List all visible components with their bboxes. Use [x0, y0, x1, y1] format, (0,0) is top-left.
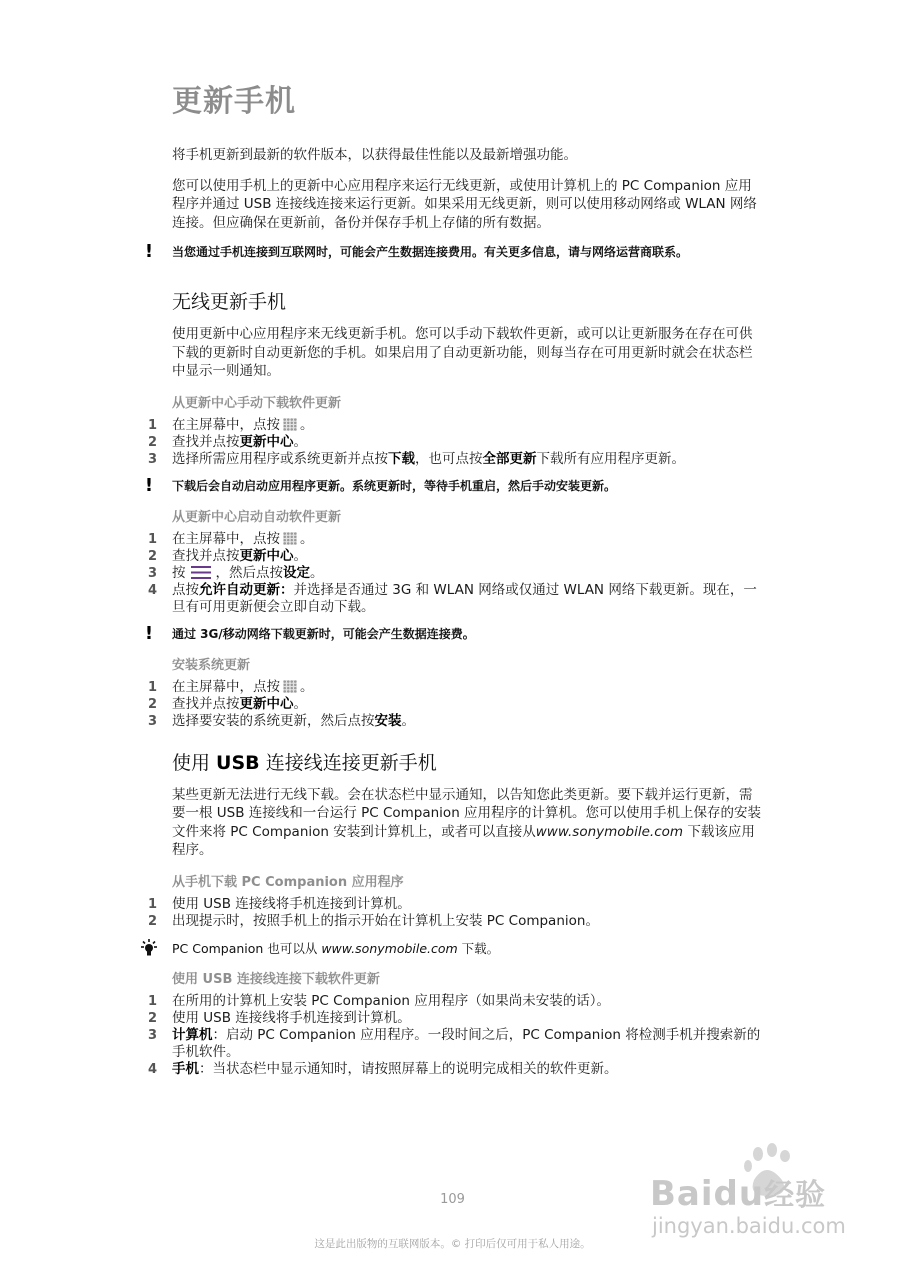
- step-number: 1: [148, 417, 158, 433]
- step-number: 1: [148, 993, 158, 1009]
- watermark-text: Baidu经验: [650, 1174, 827, 1214]
- step-item: 1 在所用的计算机上安装 PC Companion 应用程序（如果尚未安装的话）。: [148, 992, 610, 1009]
- auto-update-steps: [148, 530, 762, 616]
- step-item: 2 出现提示时，按照手机上的指示开始在计算机上安装 PC Companion。: [148, 912, 599, 929]
- note-text: 下载后会自动启动应用程序更新。系统更新时，等待手机重启，然后手动安装更新。: [172, 478, 617, 493]
- intro-paragraph: 将手机更新到最新的软件版本，以获得最佳性能以及最新增强功能。: [172, 147, 577, 163]
- footer-notice: 这是此出版物的互联网版本。© 打印后仅可用于私人用途。: [314, 1238, 591, 1250]
- step-item: 1 在主屏幕中，点按 。: [148, 530, 314, 547]
- step-item: 3 计算机：启动 PC Companion 应用程序。一段时间之后，PC Companion 将检测手机并搜索新的手机软件。: [148, 1026, 761, 1060]
- step-number: 2: [148, 1010, 158, 1026]
- warning-note-3g-charges: [144, 622, 762, 644]
- app-grid-icon: [283, 532, 297, 545]
- step-item: 2 查找并点按更新中心。: [148, 695, 307, 712]
- exclamation-icon: !: [144, 474, 154, 496]
- exclamation-icon: !: [144, 241, 154, 262]
- subheading-download-pc-companion: 从手机下载 PC Companion 应用程序: [172, 874, 404, 890]
- step-number: 3: [148, 713, 158, 729]
- step-number: 4: [148, 582, 158, 598]
- install-update-steps: [148, 678, 762, 730]
- sonymobile-link[interactable]: www.sonymobile.com: [535, 823, 684, 840]
- download-pc-companion-steps: [148, 895, 762, 930]
- step-item: 3 选择所需应用程序或系统更新并点按下载，也可点按全部更新下载所有应用程序更新。: [148, 450, 685, 467]
- app-grid-icon: [283, 680, 297, 693]
- step-number: 2: [148, 696, 158, 712]
- intro-paragraph-2: 您可以使用手机上的更新中心应用程序来运行无线更新，或使用计算机上的 PC Companion 应用程序并通过 USB 连接线连接来运行更新。如果采用无线更新，则可以使用移动网络或 WLAN 网络连接。但应确保在更新前，备份并保存手机上存储的所有数据。: [172, 177, 757, 231]
- step-number: 1: [148, 679, 158, 695]
- usb-download-steps: [148, 992, 762, 1078]
- step-number: 1: [148, 896, 158, 912]
- subheading-manual-download: 从更新中心手动下载软件更新: [172, 395, 342, 411]
- menu-icon: [191, 566, 211, 579]
- step-item: 2 查找并点按更新中心。: [148, 433, 307, 450]
- lightbulb-icon: [139, 938, 159, 958]
- step-item: 1 在主屏幕中，点按 。: [148, 678, 314, 695]
- section-heading-usb: 使用 USB 连接线连接更新手机: [172, 751, 437, 774]
- section-heading-wireless: 无线更新手机: [172, 291, 287, 313]
- step-item: 4 点按允许自动更新：并选择是否通过 3G 和 WLAN 网络或仅通过 WLAN 网络下载更新。现在，一旦有可用更新便会立即自动下载。: [148, 581, 757, 615]
- page-title: 更新手机: [172, 84, 296, 119]
- tip-note: PC Companion 也可以从 www.sonymobile.com 下载。: [172, 940, 762, 957]
- subheading-install-update: 安装系统更新: [172, 657, 251, 673]
- warning-note-auto-restart: [144, 474, 762, 496]
- sonymobile-link[interactable]: www.sonymobile.com: [321, 940, 458, 956]
- step-number: 3: [148, 1027, 158, 1043]
- step-item: 4 手机：当状态栏中显示通知时，请按照屏幕上的说明完成相关的软件更新。: [148, 1060, 618, 1077]
- step-item: 2 查找并点按更新中心。: [148, 547, 307, 564]
- app-grid-icon: [283, 418, 297, 431]
- step-number: 4: [148, 1061, 158, 1077]
- warning-note-data-charges: [144, 241, 762, 262]
- step-item: 3 选择要安装的系统更新，然后点按安装。: [148, 712, 415, 729]
- step-number: 3: [148, 565, 158, 581]
- exclamation-icon: !: [144, 622, 154, 644]
- manual-download-steps: [148, 416, 762, 468]
- step-item: 1 使用 USB 连接线将手机连接到计算机。: [148, 895, 411, 912]
- subheading-usb-download: 使用 USB 连接线连接下载软件更新: [172, 971, 380, 987]
- wireless-paragraph: 使用更新中心应用程序来无线更新手机。您可以手动下载软件更新，或可以让更新服务在存在可供下载的更新时自动更新您的手机。如果启用了自动更新功能，则每当存在可用更新时就会在状态栏中显示一则通知。: [172, 326, 753, 379]
- usb-paragraph: 某些更新无法进行无线下载。会在状态栏中显示通知，以告知您此类更新。要下载并运行更新，需要一根 USB 连接线和一台运行 PC Companion 应用程序的计算机。您可以使用手机上保存的安装文件来将 PC Companion 安装到计算机上，或者可以直接从www.sonymobile.com 下载该应用程序。: [172, 786, 762, 858]
- step-number: 1: [148, 531, 158, 547]
- subheading-auto-update: 从更新中心启动自动软件更新: [172, 509, 342, 525]
- step-item: 2 使用 USB 连接线将手机连接到计算机。: [148, 1009, 411, 1026]
- step-number: 3: [148, 451, 158, 467]
- step-number: 2: [148, 548, 158, 564]
- step-item: 1 在主屏幕中，点按 。: [148, 416, 314, 433]
- note-text: 当您通过手机连接到互联网时，可能会产生数据连接费用。有关更多信息，请与网络运营商联系。: [172, 245, 689, 259]
- baidu-watermark: [650, 1140, 870, 1250]
- page-number: 109: [440, 1192, 465, 1207]
- step-number: 2: [148, 434, 158, 450]
- step-number: 2: [148, 913, 158, 929]
- step-item: 3 按 ，然后点按设定。: [148, 564, 324, 581]
- watermark-url: jingyan.baidu.com: [652, 1214, 846, 1238]
- main-content: [144, 82, 762, 1088]
- note-text: 通过 3G/移动网络下载更新时，可能会产生数据连接费。: [172, 626, 475, 641]
